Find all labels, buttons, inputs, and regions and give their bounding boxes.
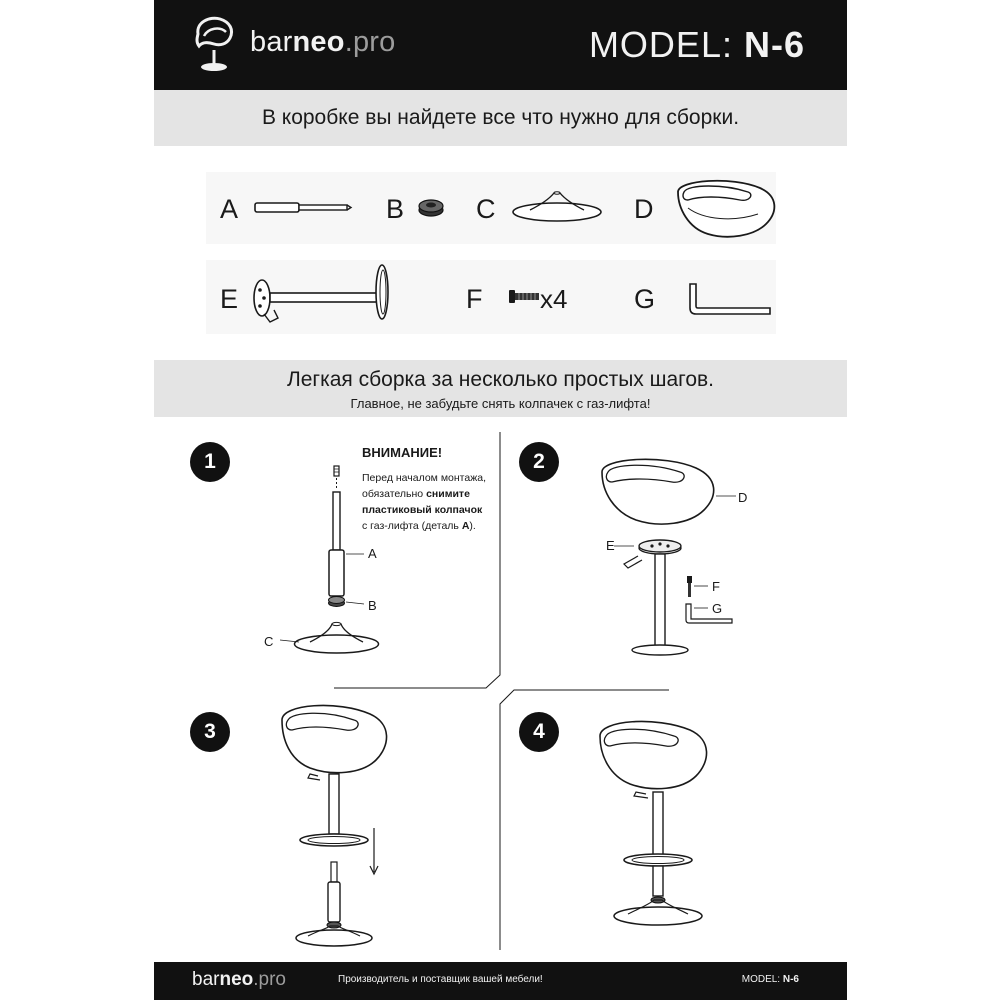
- part-letter-d: D: [634, 194, 654, 224]
- steps-banner: [154, 360, 847, 417]
- step-2-illustration: [594, 456, 744, 661]
- chair-logo-icon: [190, 14, 242, 74]
- contents-text: В коробке вы найдете все что нужно для сборки.: [261, 106, 740, 129]
- steps-banner-subtitle: Главное, не забудьте снять колпачек с газ-лифта!: [350, 396, 651, 411]
- step-2-callout-d: D: [738, 490, 748, 505]
- step-3-badge: 3: [190, 712, 230, 752]
- hex-key-icon: [684, 282, 774, 316]
- step-1-callout-b: B: [368, 598, 377, 613]
- step-2-callout-g: G: [712, 601, 723, 616]
- step-2-callout-e: E: [606, 538, 615, 553]
- part-letter-f: F: [466, 284, 483, 314]
- brand-logo-text: barneo.pro: [250, 26, 396, 58]
- step-4-badge: 4: [519, 712, 559, 752]
- contents-banner: [154, 90, 847, 146]
- warning-text: Перед началом монтажа, обязательно снимите пластиковый колпачок с газ-лифта (деталь A).: [362, 472, 486, 532]
- step-2-callout-f: F: [712, 579, 720, 594]
- seat-shell-icon: [674, 178, 778, 240]
- footer-tagline: Производитель и поставщик вашей мебели!: [338, 974, 543, 985]
- instruction-sheet: [154, 0, 847, 1000]
- model-title: MODEL: N-6: [588, 24, 805, 65]
- part-letter-g: G: [634, 284, 656, 314]
- step-1-callout-a: A: [368, 546, 377, 561]
- footer-model: MODEL: N-6: [741, 974, 799, 985]
- nut-icon: [416, 196, 446, 220]
- step-1-callout-c: C: [264, 634, 274, 649]
- footer-bar: [154, 962, 847, 1000]
- warning-title: ВНИМАНИЕ!: [362, 445, 443, 460]
- part-letter-c: C: [476, 194, 496, 224]
- step-1-badge: 1: [190, 442, 230, 482]
- gas-lift-icon: [254, 198, 354, 218]
- step-3-illustration: [278, 702, 398, 952]
- part-letter-e: E: [220, 284, 239, 314]
- base-disc-icon: [510, 190, 604, 224]
- footer-brand: barneo.pro: [192, 969, 286, 990]
- part-letter-a: A: [220, 194, 239, 224]
- step-4-illustration: [594, 718, 724, 938]
- part-letter-b: B: [386, 194, 405, 224]
- screw-icon: [508, 289, 542, 305]
- footrest-column-icon: [248, 262, 398, 332]
- screw-quantity: x4: [540, 284, 568, 314]
- header-bar: [154, 0, 847, 90]
- steps-banner-title: Легкая сборка за несколько простых шагов.: [286, 368, 715, 391]
- step-2-badge: 2: [519, 442, 559, 482]
